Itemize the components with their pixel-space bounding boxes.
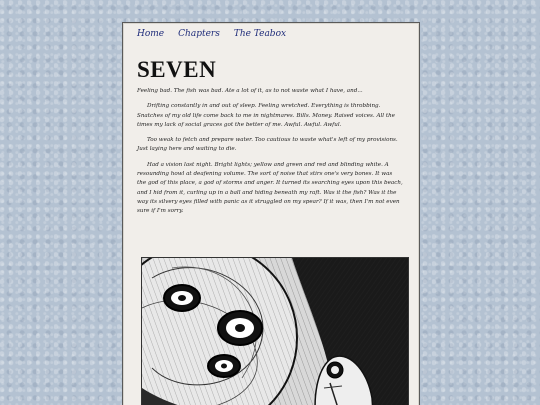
chapter-title: SEVEN xyxy=(137,57,217,82)
paragraph: Had a vision last night. Bright lights; yellow and green and red and blinding white. A resounding howl at deafening volume. The sort of noise that stirs one's very bones. It was the god of this place, a god of storms and anger. It turned its searching eyes upon this beach, and I hid from it, curling up in a ball and hiding beneath my raft. Was it the fish? Was it the way its silvery eyes filled with panic as it struggled on my spear? If it was, then I'm not even sure if I'm sorry. xyxy=(137,161,403,215)
paragraph: Feeling bad. The fish was bad. Ate a lot of it, as to not waste what I have, and... xyxy=(137,88,363,94)
nav-link-chapters[interactable]: Chapters xyxy=(178,29,220,39)
chapter-illustration xyxy=(141,257,409,405)
chapter-page xyxy=(122,22,420,405)
chapter-body xyxy=(137,87,403,223)
scribble-creature-image xyxy=(142,258,408,405)
nav-link-home[interactable]: Home xyxy=(137,29,165,39)
paragraph: Drifting constantly in and out of sleep. Feeling wretched. Everything is throbbing. Snatches of my old life come back to me in nightmares. Bills. Money. Raised voices. All the times my lack of social graces got the better of me. Awful. Awful. Awful. xyxy=(137,103,395,128)
top-nav xyxy=(137,29,286,39)
nav-link-teabox[interactable]: The Teabox xyxy=(233,29,287,39)
paragraph: Too weak to fetch and prepare water. Too cautious to waste what's left of my provisions. Just laying here and waiting to die. xyxy=(137,137,398,153)
